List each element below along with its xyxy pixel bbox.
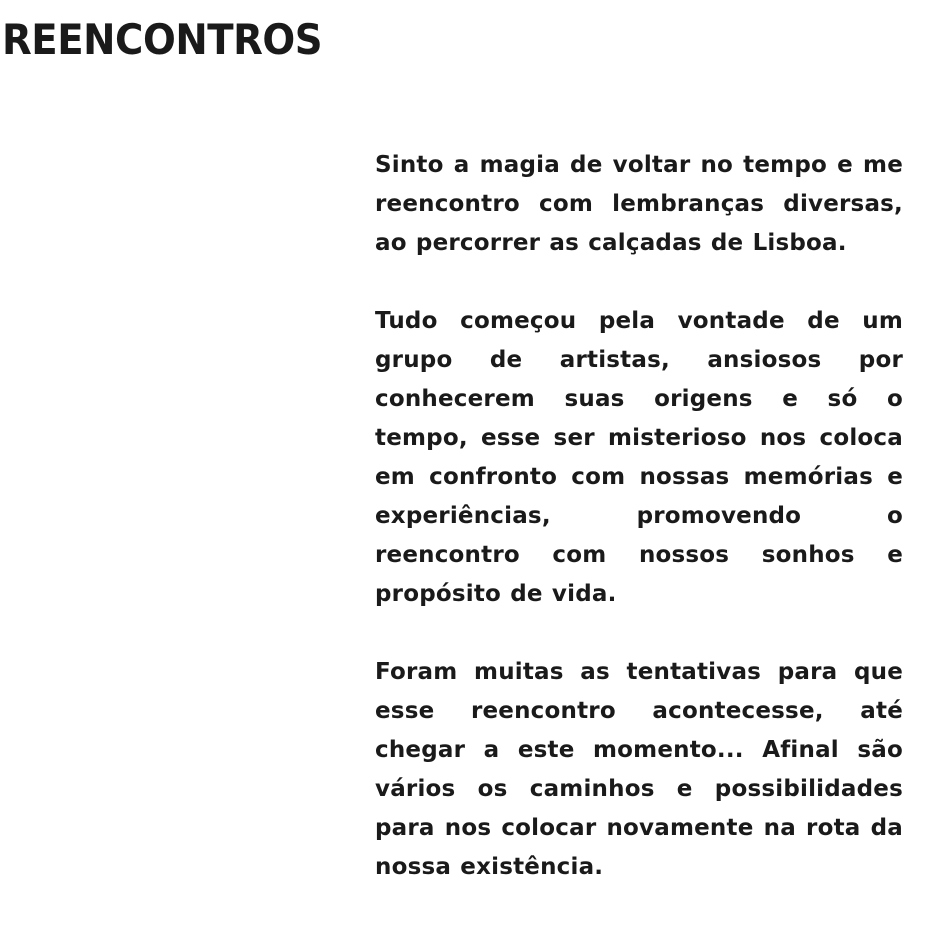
- body-text: [375, 146, 903, 887]
- paragraph-2: Tudo começou pela vontade de um grupo de artistas, ansiosos por conhecerem suas origens e só o tempo, esse ser misterioso nos coloca em confronto com nossas memórias e experiências, promovendo o reencontro com nossos sonhos e propósito de vida.: [375, 308, 903, 607]
- paragraph-3: Foram muitas as tentativas para que esse reencontro acontecesse, até chegar a este momento... Afinal são vários os caminhos e possibilidades para nos colocar novamente na rota da nossa existência.: [375, 659, 903, 880]
- paragraph-1: Sinto a magia de voltar no tempo e me reencontro com lembranças diversas, ao percorrer as calçadas de Lisboa.: [375, 152, 903, 256]
- page-title: REENCONTROS: [2, 15, 323, 64]
